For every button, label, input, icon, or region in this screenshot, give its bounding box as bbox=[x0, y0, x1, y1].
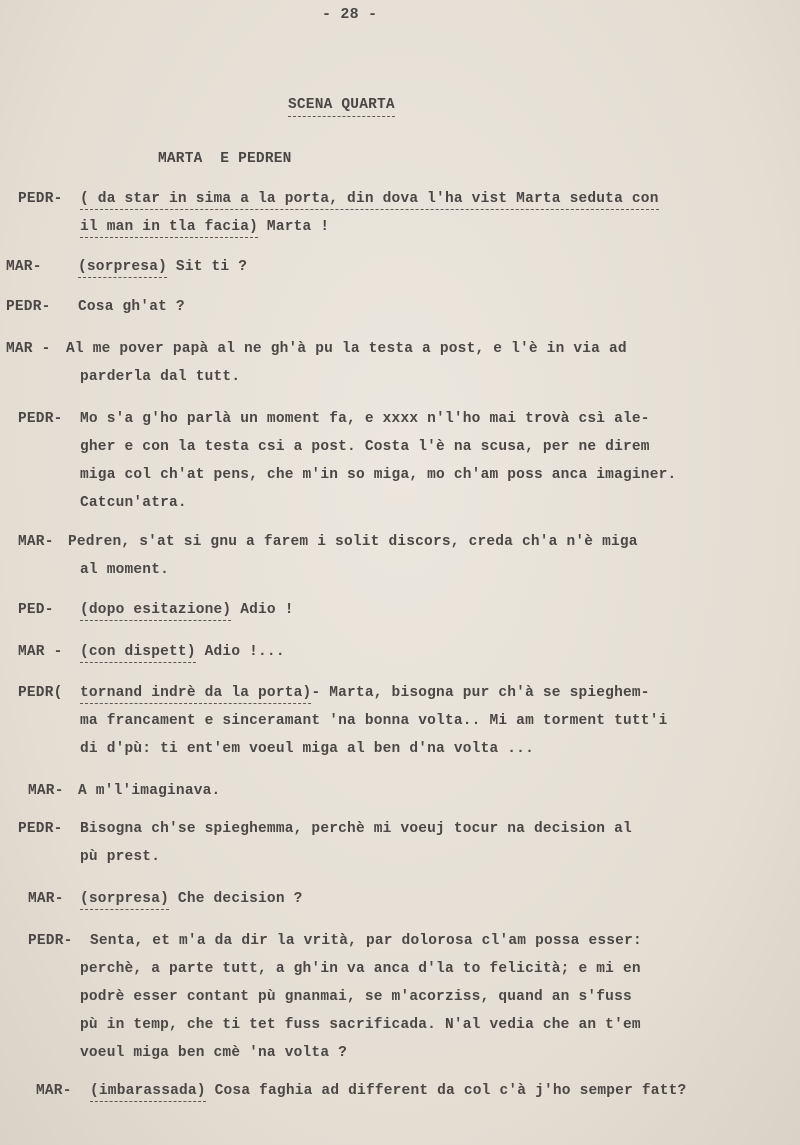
speaker-label: PEDR- bbox=[18, 821, 63, 837]
line-text: Adio !... bbox=[195, 644, 285, 660]
line-text: Bisogna ch'se spieghemma, perchè mi voeuj tocur na decision al bbox=[80, 821, 632, 837]
stage-direction: (imbarassada) bbox=[90, 1083, 206, 1102]
speaker-label: MAR- bbox=[36, 1083, 72, 1099]
line-text: al moment. bbox=[80, 562, 170, 578]
script-line bbox=[80, 684, 650, 702]
speaker-label: PEDR- bbox=[18, 411, 63, 427]
script-line bbox=[80, 190, 659, 208]
line-text: Cosa gh'at ? bbox=[78, 299, 185, 315]
line-text: Mo s'a g'ho parlà un moment fa, e xxxx n'l'ho mai trovà csì ale- bbox=[80, 411, 650, 427]
stage-direction: (dopo esitazione) bbox=[80, 602, 231, 621]
page-number: - 28 - bbox=[322, 6, 378, 23]
script-line bbox=[66, 340, 627, 358]
script-line bbox=[80, 960, 641, 978]
line-text: pù in temp, che ti tet fuss sacrificada. N'al vedia che an t'em bbox=[80, 1017, 641, 1033]
line-text: miga col ch'at pens, che m'in so miga, mo ch'am poss anca imaginer. bbox=[80, 467, 677, 483]
script-line bbox=[78, 782, 220, 800]
speaker-label: MAR- bbox=[28, 783, 64, 799]
stage-direction: (con dispett) bbox=[80, 644, 196, 663]
line-text: parderla dal tutt. bbox=[80, 369, 241, 385]
speaker-label: PEDR- bbox=[28, 933, 73, 949]
stage-direction: ( da star in sima a la porta, din dova l'ha vist Marta seduta con bbox=[80, 191, 659, 210]
script-line bbox=[80, 218, 329, 236]
script-line bbox=[80, 848, 160, 866]
speaker-label: MAR - bbox=[18, 644, 63, 660]
script-line bbox=[90, 932, 642, 950]
stage-direction: tornand indrè da la porta) bbox=[80, 685, 311, 704]
script-line bbox=[80, 494, 187, 512]
line-text: Al me pover papà al ne gh'à pu la testa a post, e l'è in via ad bbox=[66, 341, 627, 357]
speaker-label: PEDR- bbox=[6, 299, 51, 315]
line-text: podrè esser contant pù gnanmai, se m'acorziss, quand an s'fuss bbox=[80, 989, 632, 1005]
script-line bbox=[80, 601, 294, 619]
line-text: Cosa faghia ad different da col c'à j'ho semper fatt? bbox=[205, 1083, 687, 1099]
script-line bbox=[80, 820, 632, 838]
script-line bbox=[80, 410, 650, 428]
stage-direction: (sorpresa) bbox=[78, 259, 167, 278]
line-text: Sit ti ? bbox=[167, 259, 248, 275]
line-text: Adio ! bbox=[231, 602, 294, 618]
script-line bbox=[80, 643, 285, 661]
scene-title: SCENA QUARTA bbox=[288, 96, 395, 117]
stage-direction: (sorpresa) bbox=[80, 891, 169, 910]
speaker-label: MAR- bbox=[28, 891, 64, 907]
line-text: Senta, et m'a da dir la vrità, par dolorosa cl'am possa esser: bbox=[90, 933, 642, 949]
script-line bbox=[80, 890, 303, 908]
script-line bbox=[68, 533, 638, 551]
script-line bbox=[80, 561, 169, 579]
script-line bbox=[80, 438, 650, 456]
line-text: pù prest. bbox=[80, 849, 161, 865]
script-line bbox=[80, 988, 632, 1006]
line-text: gher e con la testa csi a post. Costa l'è na scusa, per ne direm bbox=[80, 439, 650, 455]
script-line bbox=[90, 1082, 686, 1100]
line-text: ma francament e sinceramant 'na bonna volta.. Mi am torment tutt'i bbox=[80, 713, 668, 729]
script-line bbox=[80, 368, 240, 386]
line-text: Marta ! bbox=[258, 219, 330, 235]
script-line bbox=[80, 712, 668, 730]
speaker-label: MAR- bbox=[6, 259, 42, 275]
line-text: voeul miga ben cmè 'na volta ? bbox=[80, 1045, 348, 1061]
speaker-label: MAR - bbox=[6, 341, 51, 357]
speaker-label: PED- bbox=[18, 602, 54, 618]
script-line bbox=[80, 466, 676, 484]
line-text: A m'l'imaginava. bbox=[78, 783, 221, 799]
speaker-label: MAR- bbox=[18, 534, 54, 550]
line-text: Pedren, s'at si gnu a farem i solit discors, creda ch'a n'è miga bbox=[68, 534, 638, 550]
stage-direction: il man in tla facia) bbox=[80, 219, 258, 238]
line-text: Catcun'atra. bbox=[80, 495, 187, 511]
script-line bbox=[80, 1016, 641, 1034]
scene-characters: MARTA E PEDREN bbox=[158, 151, 292, 167]
line-text: Che decision ? bbox=[169, 891, 303, 907]
script-line bbox=[80, 740, 534, 758]
line-text: - Marta, bisogna pur ch'à se spieghem- bbox=[311, 685, 650, 701]
script-line bbox=[78, 258, 247, 276]
speaker-label: PEDR- bbox=[18, 191, 63, 207]
script-line bbox=[80, 1044, 347, 1062]
line-text: di d'pù: ti ent'em voeul miga al ben d'na volta ... bbox=[80, 741, 534, 757]
line-text: perchè, a parte tutt, a gh'in va anca d'la to felicità; e mi en bbox=[80, 961, 641, 977]
speaker-label: PEDR( bbox=[18, 685, 63, 701]
script-line bbox=[78, 298, 185, 316]
